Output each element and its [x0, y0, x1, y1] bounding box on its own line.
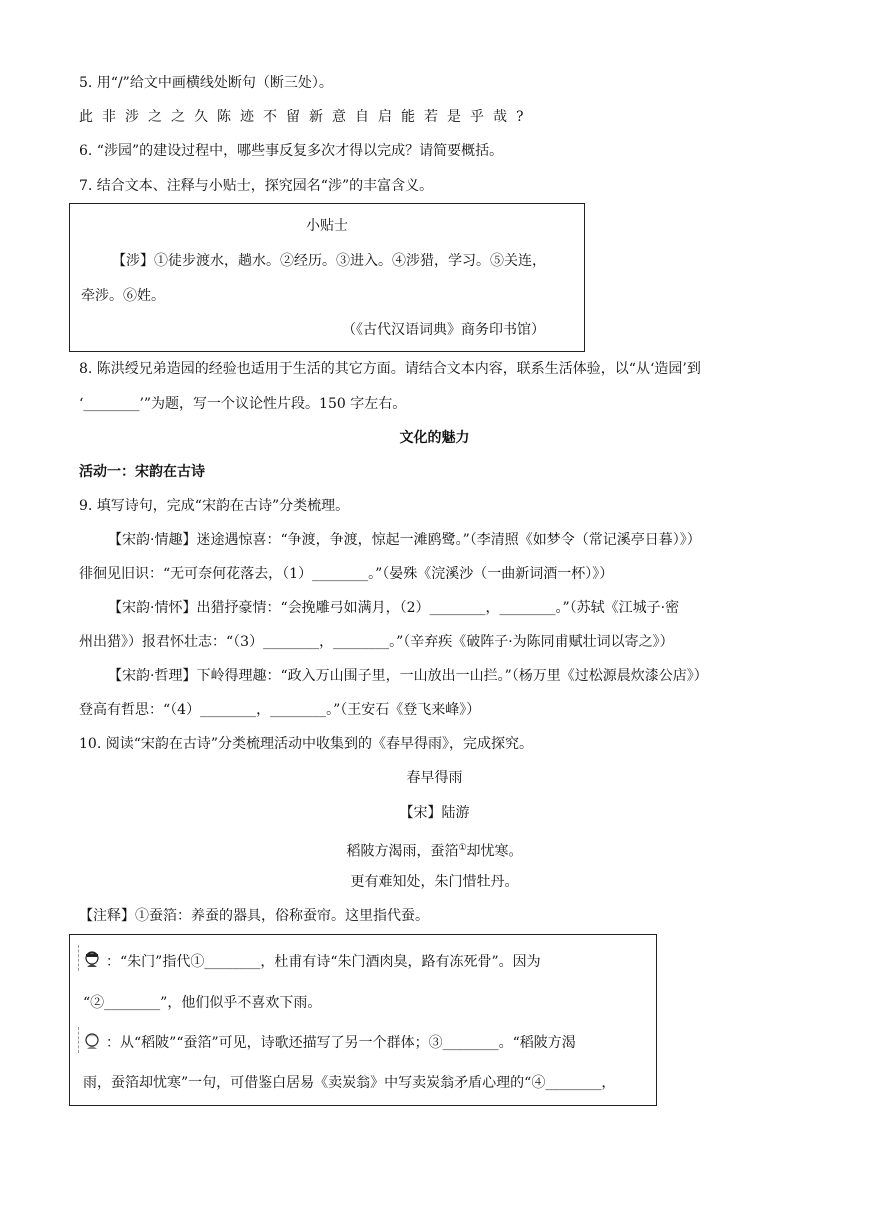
section-title: 文化的魅力	[399, 430, 470, 446]
dialog-line-4: 雨，蚕箔却忧寒”一句，可借鉴白居易《卖炭翁》中写卖炭翁矛盾心理的“④________，	[83, 1075, 616, 1091]
dialog-box	[69, 934, 657, 1106]
poem-annotation: 【注释】①蚕箔：养蚕的器具，俗称蚕帘。这里指代蚕。	[79, 908, 429, 924]
dialog-line-2: “②________”，他们似乎不喜欢下雨。	[83, 995, 322, 1011]
tip-source: （《古代汉语词典》商务印书馆）	[342, 322, 545, 338]
poem-note-mark: ①	[458, 843, 467, 853]
q7-prompt: 7. 结合文本、注释与小贴士，探究园名“涉”的丰富含义。	[79, 178, 434, 194]
tip-title: 小贴士	[306, 218, 348, 234]
activity-1-title: 活动一：宋韵在古诗	[79, 464, 205, 480]
tip-line-1: 【涉】①徒步渡水，趟水。②经历。③进入。④涉猎，学习。⑤关连，	[112, 253, 546, 269]
q8-line-1: 8. 陈洪绶兄弟造园的经验也适用于生活的其它方面。请结合文本内容，联系生活体验，以“从‘造园’到	[79, 361, 701, 377]
q6-prompt: 6. “涉园”的建设过程中，哪些事反复多次才得以完成？请简要概括。	[79, 143, 504, 159]
dialog-line-1: ：“朱门”指代①________，杜甫有诗“朱门酒肉臭，路有冻死骨”。因为	[106, 954, 541, 970]
tip-line-2: 牵涉。⑥姓。	[81, 288, 165, 304]
dialog-divider-1	[78, 945, 80, 971]
q9-line-6: 登高有哲思：“（4）________，________。”（王安石《登飞来峰》）	[79, 702, 481, 718]
tip-box	[69, 203, 585, 352]
q9-line-5: 【宋韵·哲理】下岭得理趣：“政入万山围子里，一山放出一山拦。”（杨万里《过松源晨炊漆公店》）	[108, 668, 708, 684]
student-avatar-icon-1	[83, 950, 101, 968]
poem-author: 【宋】陆游	[399, 805, 470, 821]
poem-line-1-part-a: 稻陂方渴雨，蚕箔	[346, 843, 459, 860]
dialog-divider-2	[78, 1027, 80, 1053]
q9-prompt: 9. 填写诗句，完成“宋韵在古诗”分类梳理。	[79, 498, 350, 514]
q5-prompt: 5. 用“/”给文中画横线处断句（断三处）。	[79, 75, 333, 91]
poem-line-1-part-b: 却忧寒。	[466, 843, 523, 860]
q9-line-4: 州出猎》）报君怀壮志：“（3）________，________。”（辛弃疾《破阵子·为陈同甫赋壮词以寄之》）	[79, 634, 674, 650]
q8-line-2: ‘________’”为题，写一个议论性片段。150 字左右。	[79, 396, 407, 412]
student-avatar-icon-2	[83, 1032, 101, 1050]
q5-sentence: 此非涉之之久陈迹不留新意自启能若是乎哉?	[79, 109, 533, 125]
q9-line-3: 【宋韵·情怀】出猎抒豪情：“会挽雕弓如满月，（2）________，________。”（苏轼《江城子·密	[108, 600, 680, 616]
q10-prompt: 10. 阅读“宋韵在古诗”分类梳理活动中收集到的《春早得雨》，完成探究。	[79, 736, 534, 752]
q9-line-1: 【宋韵·情趣】迷途遇惊喜：“争渡，争渡，惊起一滩鸥鹭。”（李清照《如梦令（常记溪亭日暮）》）	[108, 532, 701, 548]
poem-line-2: 更有难知处，朱门惜牡丹。	[350, 874, 519, 890]
q9-line-2: 徘徊见旧识：“无可奈何花落去，（1）________。”（晏殊《浣溪沙（一曲新词酒一杯）》）	[79, 566, 614, 582]
poem-title: 春早得雨	[406, 770, 463, 786]
dialog-line-3: ：从“稻陂”“蚕箔”可见，诗歌还描写了另一个群体；③________。“稻陂方渴	[106, 1035, 576, 1051]
poem-line-1	[0, 838, 869, 862]
